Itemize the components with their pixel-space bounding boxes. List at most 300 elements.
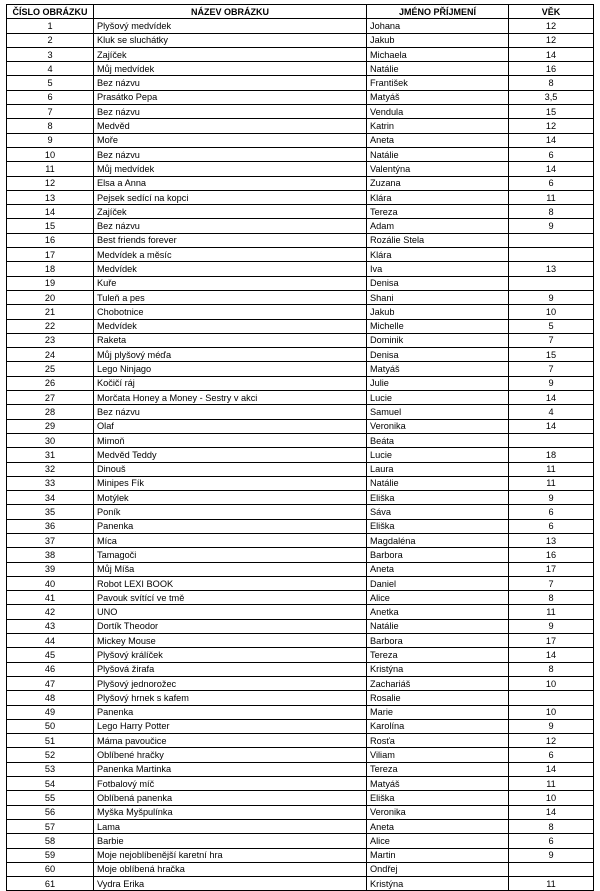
table-row <box>7 562 594 576</box>
cell-picture-title: Bez názvu <box>94 405 367 419</box>
table-row <box>7 147 594 161</box>
cell-picture-title: Medvídek a měsíc <box>94 248 367 262</box>
cell-author-name: Natálie <box>367 147 509 161</box>
cell-picture-number: 60 <box>7 862 94 876</box>
table-row <box>7 662 594 676</box>
cell-author-name: Adam <box>367 219 509 233</box>
cell-picture-title: Olaf <box>94 419 367 433</box>
cell-picture-number: 21 <box>7 305 94 319</box>
cell-author-name: Matyáš <box>367 777 509 791</box>
cell-age: 7 <box>509 333 594 347</box>
cell-picture-title: Můj plyšový méďa <box>94 348 367 362</box>
cell-picture-title: Pavouk svítící ve tmě <box>94 591 367 605</box>
cell-age: 9 <box>509 290 594 304</box>
cell-age: 9 <box>509 491 594 505</box>
table-row <box>7 176 594 190</box>
cell-author-name: Sáva <box>367 505 509 519</box>
cell-picture-title: Chobotnice <box>94 305 367 319</box>
cell-picture-title: Poník <box>94 505 367 519</box>
cell-picture-number: 57 <box>7 819 94 833</box>
cell-age <box>509 248 594 262</box>
cell-picture-title: Moje nejoblíbenější karetní hra <box>94 848 367 862</box>
cell-author-name: Tereza <box>367 205 509 219</box>
cell-picture-title: UNO <box>94 605 367 619</box>
cell-picture-number: 50 <box>7 719 94 733</box>
cell-picture-title: Tamagoči <box>94 548 367 562</box>
cell-author-name: Shani <box>367 290 509 304</box>
cell-picture-title: Morčata Honey a Money - Sestry v akci <box>94 391 367 405</box>
cell-picture-title: Míca <box>94 533 367 547</box>
cell-age: 17 <box>509 562 594 576</box>
cell-picture-number: 13 <box>7 190 94 204</box>
cell-picture-number: 46 <box>7 662 94 676</box>
cell-author-name: Zuzana <box>367 176 509 190</box>
cell-picture-number: 2 <box>7 33 94 47</box>
cell-author-name: Veronika <box>367 419 509 433</box>
cell-picture-title: Dortík Theodor <box>94 619 367 633</box>
cell-age: 13 <box>509 262 594 276</box>
table-row <box>7 805 594 819</box>
cell-age <box>509 691 594 705</box>
cell-picture-number: 14 <box>7 205 94 219</box>
table-row <box>7 619 594 633</box>
cell-age: 16 <box>509 548 594 562</box>
table-row <box>7 162 594 176</box>
cell-author-name: Tereza <box>367 762 509 776</box>
header-author-name: JMÉNO PŘÍJMENÍ <box>367 5 509 19</box>
table-row <box>7 834 594 848</box>
cell-age <box>509 233 594 247</box>
cell-picture-number: 35 <box>7 505 94 519</box>
cell-picture-title: Dinouš <box>94 462 367 476</box>
cell-picture-number: 27 <box>7 391 94 405</box>
cell-age: 14 <box>509 47 594 61</box>
table-row <box>7 705 594 719</box>
table-row <box>7 419 594 433</box>
cell-age: 15 <box>509 105 594 119</box>
cell-age: 12 <box>509 734 594 748</box>
cell-picture-title: Zajíček <box>94 205 367 219</box>
cell-author-name: František <box>367 76 509 90</box>
cell-author-name: Ondřej <box>367 862 509 876</box>
cell-author-name: Samuel <box>367 405 509 419</box>
table-row <box>7 762 594 776</box>
cell-picture-title: Můj medvídek <box>94 162 367 176</box>
cell-picture-number: 43 <box>7 619 94 633</box>
cell-picture-title: Motýlek <box>94 491 367 505</box>
table-row <box>7 76 594 90</box>
cell-author-name: Denisa <box>367 348 509 362</box>
cell-picture-number: 17 <box>7 248 94 262</box>
cell-author-name: Tereza <box>367 648 509 662</box>
cell-age: 12 <box>509 19 594 33</box>
cell-age: 10 <box>509 305 594 319</box>
drawings-table <box>6 4 594 891</box>
cell-age: 14 <box>509 391 594 405</box>
cell-picture-number: 20 <box>7 290 94 304</box>
cell-age: 8 <box>509 76 594 90</box>
cell-age: 6 <box>509 748 594 762</box>
cell-author-name: Julie <box>367 376 509 390</box>
cell-picture-title: Plyšový hrnek s kafem <box>94 691 367 705</box>
cell-age: 6 <box>509 176 594 190</box>
cell-picture-number: 9 <box>7 133 94 147</box>
table-row <box>7 491 594 505</box>
cell-author-name: Iva <box>367 262 509 276</box>
cell-author-name: Rosalie <box>367 691 509 705</box>
cell-age: 18 <box>509 448 594 462</box>
cell-picture-title: Lama <box>94 819 367 833</box>
cell-picture-title: Best friends forever <box>94 233 367 247</box>
cell-picture-number: 36 <box>7 519 94 533</box>
cell-author-name: Natálie <box>367 476 509 490</box>
cell-author-name: Aneta <box>367 133 509 147</box>
cell-author-name: Katrin <box>367 119 509 133</box>
cell-picture-title: Vydra Erika <box>94 877 367 891</box>
table-row <box>7 576 594 590</box>
cell-author-name: Vendula <box>367 105 509 119</box>
cell-age: 9 <box>509 848 594 862</box>
cell-picture-number: 42 <box>7 605 94 619</box>
table-row <box>7 634 594 648</box>
table-row <box>7 19 594 33</box>
table-row <box>7 119 594 133</box>
cell-age: 9 <box>509 219 594 233</box>
cell-age: 8 <box>509 662 594 676</box>
drawings-table-sheet <box>6 4 594 891</box>
cell-author-name: Eliška <box>367 519 509 533</box>
cell-author-name: Barbora <box>367 548 509 562</box>
cell-age: 10 <box>509 705 594 719</box>
cell-author-name: Lucie <box>367 448 509 462</box>
cell-picture-number: 34 <box>7 491 94 505</box>
cell-picture-title: Máma pavoučice <box>94 734 367 748</box>
cell-age: 14 <box>509 762 594 776</box>
cell-picture-title: Bez názvu <box>94 105 367 119</box>
cell-picture-title: Pejsek sedící na kopci <box>94 190 367 204</box>
cell-age: 11 <box>509 605 594 619</box>
cell-author-name: Natálie <box>367 619 509 633</box>
cell-author-name: Eliška <box>367 491 509 505</box>
cell-picture-title: Robot LEXI BOOK <box>94 576 367 590</box>
cell-age <box>509 433 594 447</box>
cell-author-name: Alice <box>367 834 509 848</box>
cell-age: 5 <box>509 319 594 333</box>
cell-author-name: Karolína <box>367 719 509 733</box>
cell-author-name: Magdaléna <box>367 533 509 547</box>
cell-author-name: Matyáš <box>367 362 509 376</box>
table-row <box>7 605 594 619</box>
cell-author-name: Aneta <box>367 562 509 576</box>
cell-picture-title: Panenka <box>94 705 367 719</box>
cell-picture-number: 51 <box>7 734 94 748</box>
cell-author-name: Zachariáš <box>367 676 509 690</box>
cell-picture-title: Plyšový jednorožec <box>94 676 367 690</box>
cell-age: 11 <box>509 462 594 476</box>
cell-picture-number: 53 <box>7 762 94 776</box>
cell-picture-number: 49 <box>7 705 94 719</box>
cell-age: 7 <box>509 576 594 590</box>
cell-age: 4 <box>509 405 594 419</box>
cell-author-name: Kristýna <box>367 662 509 676</box>
cell-age <box>509 862 594 876</box>
cell-age: 9 <box>509 376 594 390</box>
table-row <box>7 462 594 476</box>
cell-picture-title: Můj medvídek <box>94 62 367 76</box>
cell-picture-number: 28 <box>7 405 94 419</box>
cell-picture-title: Fotbalový míč <box>94 777 367 791</box>
cell-picture-title: Elsa a Anna <box>94 176 367 190</box>
cell-author-name: Klára <box>367 248 509 262</box>
table-row <box>7 47 594 61</box>
cell-picture-number: 5 <box>7 76 94 90</box>
cell-age: 6 <box>509 147 594 161</box>
cell-author-name: Natálie <box>367 62 509 76</box>
cell-picture-title: Moje oblíbená hračka <box>94 862 367 876</box>
table-row <box>7 190 594 204</box>
table-row <box>7 333 594 347</box>
cell-age: 11 <box>509 190 594 204</box>
cell-age: 14 <box>509 805 594 819</box>
cell-author-name: Martin <box>367 848 509 862</box>
cell-picture-number: 4 <box>7 62 94 76</box>
cell-picture-number: 59 <box>7 848 94 862</box>
cell-picture-title: Plyšová žirafa <box>94 662 367 676</box>
table-row <box>7 233 594 247</box>
cell-author-name: Rosťa <box>367 734 509 748</box>
cell-age: 9 <box>509 719 594 733</box>
cell-picture-title: Tuleň a pes <box>94 290 367 304</box>
cell-picture-title: Můj Míša <box>94 562 367 576</box>
cell-age: 14 <box>509 648 594 662</box>
cell-picture-number: 31 <box>7 448 94 462</box>
cell-author-name: Valentýna <box>367 162 509 176</box>
table-row <box>7 276 594 290</box>
cell-age: 11 <box>509 476 594 490</box>
cell-picture-number: 29 <box>7 419 94 433</box>
table-row <box>7 348 594 362</box>
cell-picture-number: 26 <box>7 376 94 390</box>
cell-picture-number: 25 <box>7 362 94 376</box>
cell-author-name: Marie <box>367 705 509 719</box>
table-row <box>7 791 594 805</box>
cell-picture-number: 48 <box>7 691 94 705</box>
table-row <box>7 305 594 319</box>
cell-picture-title: Oblíbená panenka <box>94 791 367 805</box>
header-picture-title: NÁZEV OBRÁZKU <box>94 5 367 19</box>
cell-picture-title: Kočičí ráj <box>94 376 367 390</box>
cell-picture-number: 30 <box>7 433 94 447</box>
cell-picture-title: Minipes Fík <box>94 476 367 490</box>
cell-author-name: Eliška <box>367 791 509 805</box>
cell-picture-title: Myška Myšpulínka <box>94 805 367 819</box>
table-body <box>7 19 594 891</box>
cell-author-name: Laura <box>367 462 509 476</box>
cell-author-name: Beáta <box>367 433 509 447</box>
table-row <box>7 62 594 76</box>
cell-picture-number: 54 <box>7 777 94 791</box>
cell-picture-number: 22 <box>7 319 94 333</box>
table-row <box>7 505 594 519</box>
cell-author-name: Dominik <box>367 333 509 347</box>
cell-picture-title: Lego Ninjago <box>94 362 367 376</box>
table-row <box>7 519 594 533</box>
cell-age: 17 <box>509 634 594 648</box>
cell-picture-title: Panenka Martinka <box>94 762 367 776</box>
cell-picture-number: 40 <box>7 576 94 590</box>
cell-age: 13 <box>509 533 594 547</box>
cell-author-name: Veronika <box>367 805 509 819</box>
cell-picture-title: Mickey Mouse <box>94 634 367 648</box>
table-row <box>7 376 594 390</box>
cell-picture-title: Barbie <box>94 834 367 848</box>
cell-author-name: Viliam <box>367 748 509 762</box>
cell-picture-number: 55 <box>7 791 94 805</box>
cell-picture-number: 32 <box>7 462 94 476</box>
cell-picture-number: 12 <box>7 176 94 190</box>
cell-author-name: Klára <box>367 190 509 204</box>
cell-picture-number: 15 <box>7 219 94 233</box>
table-row <box>7 433 594 447</box>
cell-author-name: Barbora <box>367 634 509 648</box>
cell-age: 10 <box>509 676 594 690</box>
cell-picture-title: Medvídek <box>94 319 367 333</box>
cell-picture-number: 16 <box>7 233 94 247</box>
table-row <box>7 748 594 762</box>
cell-picture-title: Plyšový králíček <box>94 648 367 662</box>
table-row <box>7 777 594 791</box>
cell-picture-number: 52 <box>7 748 94 762</box>
cell-age: 16 <box>509 62 594 76</box>
table-row <box>7 848 594 862</box>
cell-picture-title: Medvěd Teddy <box>94 448 367 462</box>
table-row <box>7 734 594 748</box>
cell-picture-number: 19 <box>7 276 94 290</box>
cell-picture-number: 23 <box>7 333 94 347</box>
cell-picture-number: 1 <box>7 19 94 33</box>
table-row <box>7 533 594 547</box>
cell-age: 6 <box>509 834 594 848</box>
cell-author-name: Michelle <box>367 319 509 333</box>
cell-picture-number: 41 <box>7 591 94 605</box>
cell-author-name: Alice <box>367 591 509 605</box>
table-row <box>7 819 594 833</box>
table-row <box>7 719 594 733</box>
cell-picture-title: Lego Harry Potter <box>94 719 367 733</box>
cell-picture-number: 56 <box>7 805 94 819</box>
table-row <box>7 877 594 891</box>
cell-author-name: Rozálie Stela <box>367 233 509 247</box>
table-row <box>7 448 594 462</box>
cell-age: 8 <box>509 819 594 833</box>
cell-author-name: Michaela <box>367 47 509 61</box>
cell-age: 14 <box>509 162 594 176</box>
cell-age: 3,5 <box>509 90 594 104</box>
cell-age: 8 <box>509 591 594 605</box>
table-row <box>7 676 594 690</box>
cell-age <box>509 276 594 290</box>
table-row <box>7 290 594 304</box>
cell-picture-title: Raketa <box>94 333 367 347</box>
cell-author-name: Lucie <box>367 391 509 405</box>
cell-age: 15 <box>509 348 594 362</box>
cell-picture-number: 39 <box>7 562 94 576</box>
cell-author-name: Anetka <box>367 605 509 619</box>
cell-picture-number: 45 <box>7 648 94 662</box>
table-row <box>7 548 594 562</box>
cell-age: 14 <box>509 133 594 147</box>
cell-picture-title: Plyšový medvídek <box>94 19 367 33</box>
header-picture-number: ČÍSLO OBRÁZKU <box>7 5 94 19</box>
cell-picture-title: Mimoň <box>94 433 367 447</box>
table-row <box>7 391 594 405</box>
cell-age: 10 <box>509 791 594 805</box>
table-row <box>7 90 594 104</box>
cell-author-name: Johana <box>367 19 509 33</box>
cell-author-name: Denisa <box>367 276 509 290</box>
cell-age: 8 <box>509 205 594 219</box>
cell-picture-number: 7 <box>7 105 94 119</box>
cell-author-name: Matyáš <box>367 90 509 104</box>
cell-age: 14 <box>509 419 594 433</box>
cell-age: 6 <box>509 519 594 533</box>
table-row <box>7 862 594 876</box>
cell-picture-number: 11 <box>7 162 94 176</box>
cell-age: 11 <box>509 777 594 791</box>
table-row <box>7 362 594 376</box>
cell-author-name: Jakub <box>367 33 509 47</box>
cell-picture-number: 33 <box>7 476 94 490</box>
cell-picture-title: Kuře <box>94 276 367 290</box>
table-row <box>7 262 594 276</box>
cell-picture-number: 47 <box>7 676 94 690</box>
cell-picture-title: Prasátko Pepa <box>94 90 367 104</box>
cell-picture-number: 58 <box>7 834 94 848</box>
table-row <box>7 648 594 662</box>
cell-picture-title: Bez názvu <box>94 219 367 233</box>
table-row <box>7 33 594 47</box>
cell-picture-title: Oblíbené hračky <box>94 748 367 762</box>
table-row <box>7 205 594 219</box>
cell-author-name: Jakub <box>367 305 509 319</box>
table-row <box>7 691 594 705</box>
header-row <box>7 5 594 19</box>
cell-age: 7 <box>509 362 594 376</box>
table-row <box>7 133 594 147</box>
cell-picture-title: Medvěd <box>94 119 367 133</box>
cell-age: 12 <box>509 33 594 47</box>
cell-age: 12 <box>509 119 594 133</box>
cell-age: 9 <box>509 619 594 633</box>
cell-picture-title: Medvídek <box>94 262 367 276</box>
cell-author-name: Kristýna <box>367 877 509 891</box>
cell-picture-number: 38 <box>7 548 94 562</box>
cell-picture-number: 24 <box>7 348 94 362</box>
cell-picture-title: Bez názvu <box>94 147 367 161</box>
table-row <box>7 319 594 333</box>
cell-picture-number: 37 <box>7 533 94 547</box>
cell-picture-number: 18 <box>7 262 94 276</box>
cell-picture-title: Panenka <box>94 519 367 533</box>
header-age: VĚK <box>509 5 594 19</box>
cell-picture-number: 10 <box>7 147 94 161</box>
cell-picture-number: 8 <box>7 119 94 133</box>
cell-picture-number: 3 <box>7 47 94 61</box>
cell-picture-number: 44 <box>7 634 94 648</box>
cell-author-name: Aneta <box>367 819 509 833</box>
cell-author-name: Daniel <box>367 576 509 590</box>
cell-age: 11 <box>509 877 594 891</box>
